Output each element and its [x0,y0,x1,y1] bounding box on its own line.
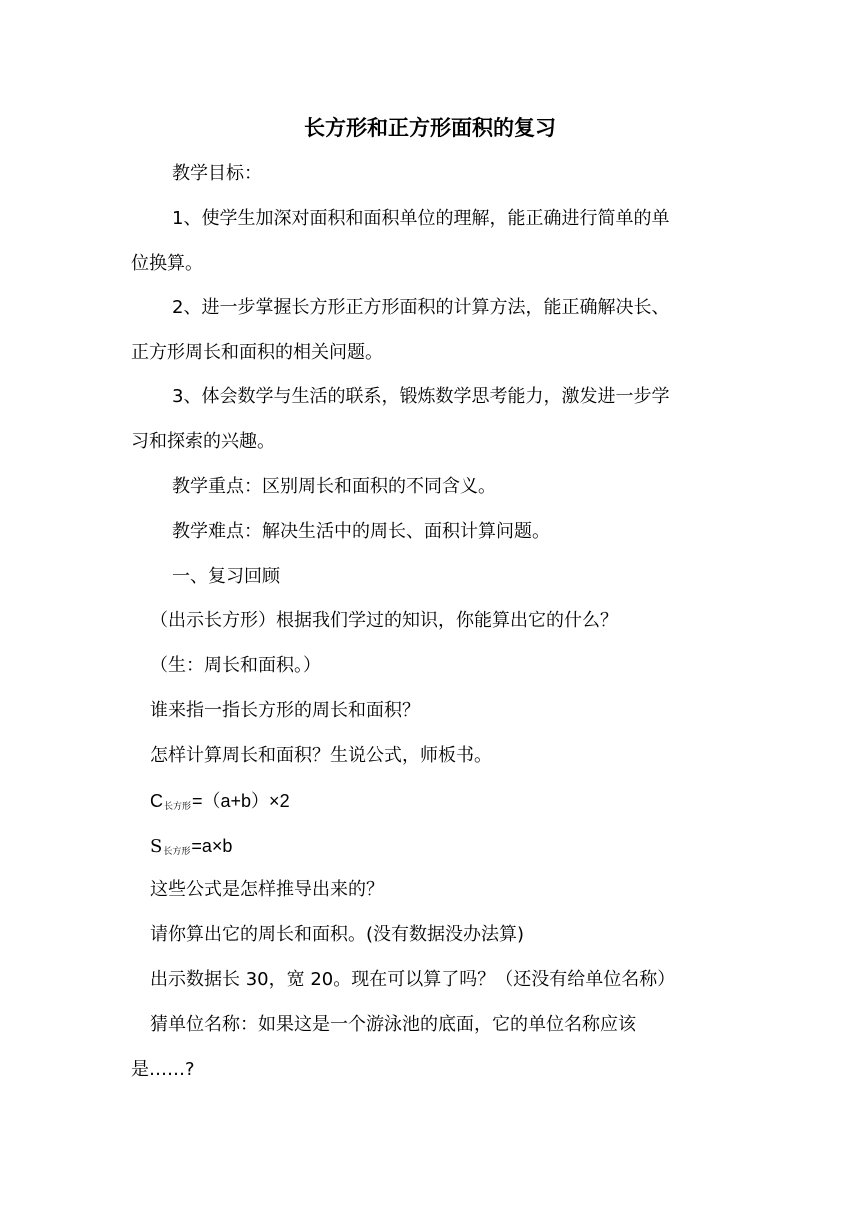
section-heading-review: 一、复习回顾 [172,566,280,587]
text-guess-unit-line-2: 是……? [131,1059,195,1080]
text-student-answer: （生：周长和面积。） [150,655,321,676]
text-calculate-it: 请你算出它的周长和面积。(没有数据没办法算) [150,924,525,945]
formula-c-subscript: 长方形 [164,802,192,812]
objective-3-line-1: 3、体会数学与生活的联系，锻炼数学思考能力，激发进一步学 [172,386,670,407]
objective-1-line-2: 位换算。 [131,253,203,274]
text-guess-unit-line-1: 猜单位名称：如果这是一个游泳池的底面，它的单位名称应该 [150,1014,636,1035]
text-show-data: 出示数据长 30，宽 20。现在可以算了吗？（还没有给单位名称） [150,969,676,990]
formula-s-rest: =a×b [191,836,233,856]
objective-2-line-1: 2、进一步掌握长方形正方形面积的计算方法，能正确解决长、 [172,297,670,318]
objective-3-line-2: 习和探索的兴趣。 [131,431,275,452]
difficulty-line: 教学难点：解决生活中的周长、面积计算问题。 [172,521,550,542]
objective-2-line-2: 正方形周长和面积的相关问题。 [131,342,383,363]
formula-perimeter [150,787,290,821]
objectives-heading: 教学目标： [172,163,262,184]
formula-c-rest: =（a+b）×2 [192,791,290,811]
key-point-line: 教学重点：区别周长和面积的不同含义。 [172,476,496,497]
formula-area [150,832,232,866]
formula-c-symbol: C [150,791,163,811]
text-how-to-calculate: 怎样计算周长和面积？生说公式，师板书。 [150,745,492,766]
formula-s-symbol: S [150,836,163,857]
text-derivation: 这些公式是怎样推导出来的？ [150,879,384,900]
document-title: 长方形和正方形面积的复习 [304,116,556,140]
formula-s-subscript: 长方形 [163,847,191,857]
text-point-out: 谁来指一指长方形的周长和面积？ [150,700,420,721]
objective-1-line-1: 1、使学生加深对面积和面积单位的理解，能正确进行简单的单 [172,208,670,229]
text-show-rectangle: （出示长方形）根据我们学过的知识，你能算出它的什么？ [150,610,618,631]
